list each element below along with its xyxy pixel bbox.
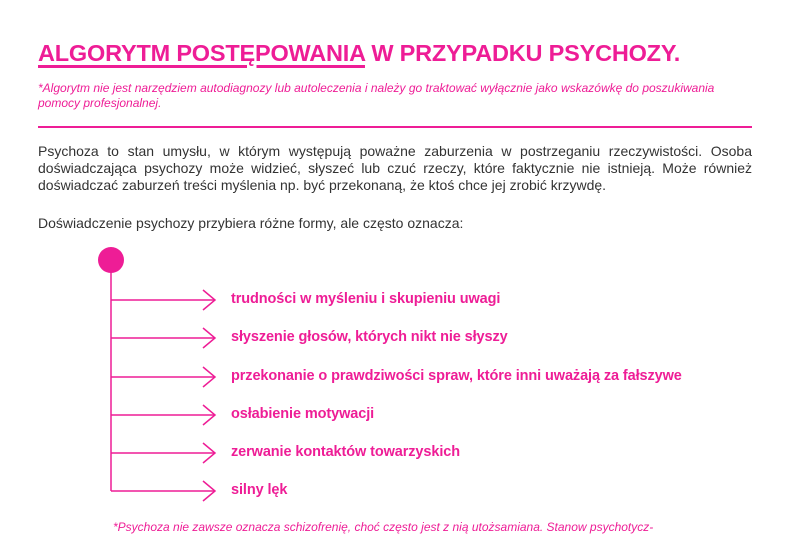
symptom-item: przekonanie o prawdziwości spraw, które inni uważają za fałszywe — [231, 368, 682, 384]
symptom-item: słyszenie głosów, których nikt nie słyszy — [231, 329, 508, 345]
lead-sentence: Doświadczenie psychozy przybiera różne formy, ale często oznacza: — [38, 215, 464, 231]
symptom-item: trudności w myśleniu i skupieniu uwagi — [231, 291, 501, 307]
symptom-item: zerwanie kontaktów towarzyskich — [231, 444, 460, 460]
flow-start-node — [98, 247, 124, 273]
symptom-item: silny lęk — [231, 482, 288, 498]
title-highlight: ALGORYTM POSTĘPOWANIA — [38, 40, 365, 66]
symptom-item: osłabienie motywacji — [231, 406, 375, 422]
intro-paragraph: Psychoza to stan umysłu, w którym występują poważne zaburzenia w postrzeganiu rzeczywistości. Osoba doświadczająca psychozy może widzieć, słyszeć lub czuć rzeczy, które faktycznie nie istnieją. Może również doświadczać zaburzeń treści myślenia np. być przekonaną, że ktoś chce jej zrobić krzywdę. — [38, 143, 752, 193]
title-rest: W PRZYPADKU PSYCHOZY. — [364, 40, 681, 66]
disclaimer: *Algorytm nie jest narzędziem autodiagnozy lub autoleczenia i należy go traktować wyłącznie jako wskazówkę do poszukiwania pomocy profesjonalnej. — [38, 81, 715, 110]
footnote: *Psychoza nie zawsze oznacza schizofrenię, choć często jest z nią utożsamiana. Stanow psychotycz- — [113, 520, 654, 534]
